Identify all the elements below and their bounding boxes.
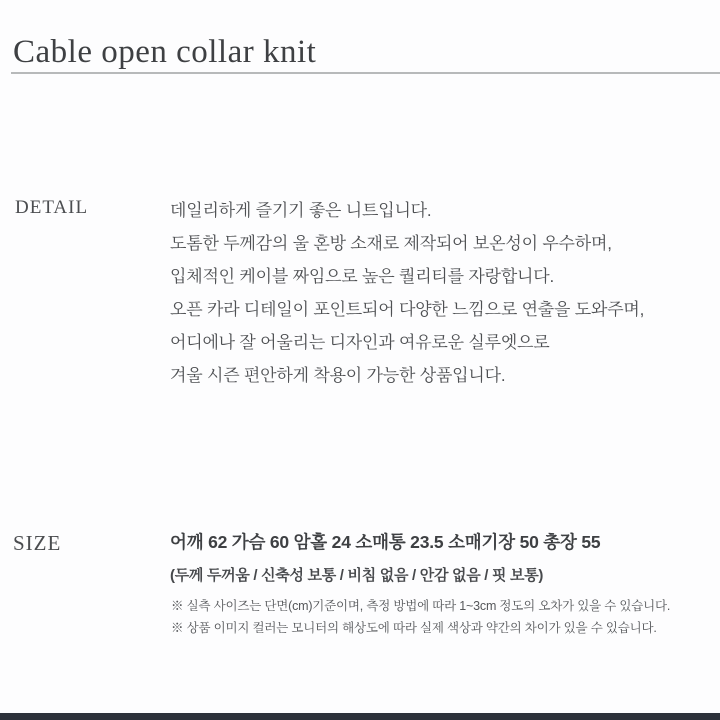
detail-section-label: DETAIL [15,197,89,218]
size-section-label: SIZE [13,531,62,555]
detail-line: 어디에나 잘 어울리는 디자인과 여유로운 실루엣으로 [170,333,550,352]
detail-line: 데일리하게 즐기기 좋은 니트입니다. [170,201,432,220]
bottom-bar [0,713,720,720]
detail-line: 겨울 시즌 편안하게 착용이 가능한 상품입니다. [170,366,506,385]
detail-line: 입체적인 케이블 짜임으로 높은 퀄리티를 자랑합니다. [170,267,555,286]
product-title: Cable open collar knit [13,34,317,71]
size-measurements: 어깨 62 가슴 60 암홀 24 소매통 23.5 소매기장 50 총장 55 [170,532,601,552]
size-note: ※ 상품 이미지 컬러는 모니터의 해상도에 따라 실제 색상과 약간의 차이가 있을 수 있습니다. [171,620,657,635]
size-notes [171,596,716,639]
size-note: ※ 실측 사이즈는 단면(cm)기준이며, 측정 방법에 따라 1~3cm 정도의 오차가 있을 수 있습니다. [171,599,671,613]
detail-description [170,194,710,392]
detail-line: 도톰한 두께감의 울 혼방 소재로 제작되어 보온성이 우수하며, [170,234,612,253]
size-attributes: (두께 두꺼움 / 신축성 보통 / 비침 없음 / 안감 없음 / 핏 보통) [170,567,544,584]
title-divider [11,72,720,74]
detail-line: 오픈 카라 디테일이 포인트되어 다양한 느낌으로 연출을 도와주며, [170,300,645,319]
